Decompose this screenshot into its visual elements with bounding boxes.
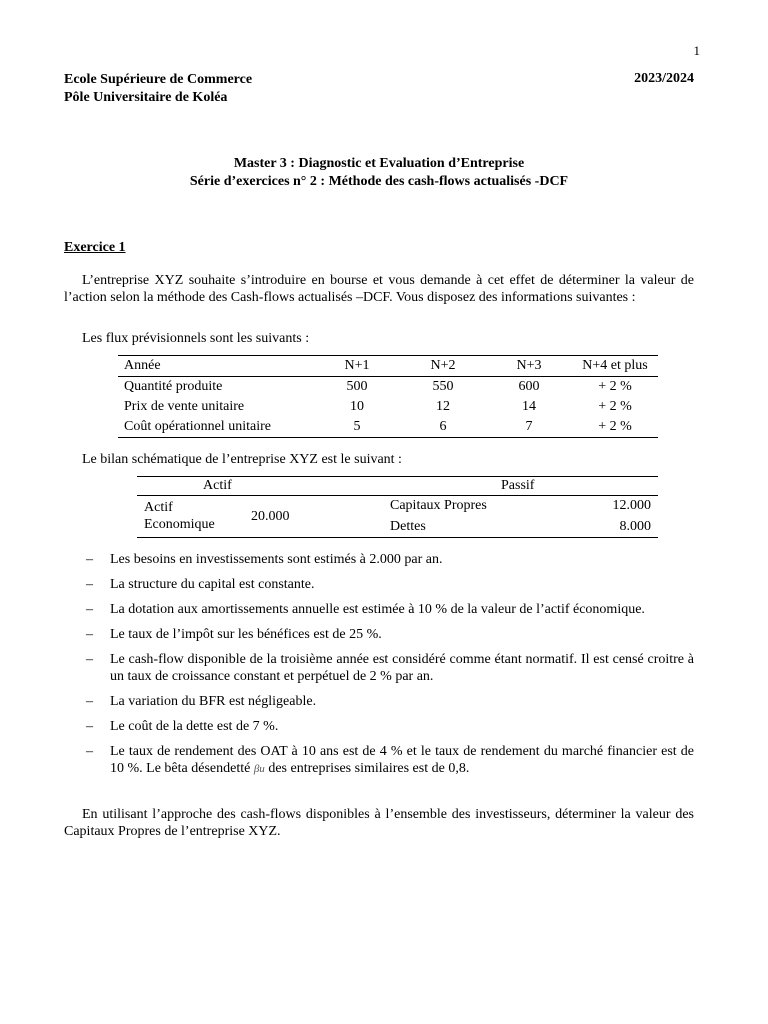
list-item bbox=[64, 651, 694, 685]
actif-label-2: Economique bbox=[144, 517, 215, 532]
bilan-bottom-rule bbox=[137, 537, 658, 538]
table-cell: + 2 % bbox=[598, 399, 632, 414]
table-cell: 550 bbox=[432, 379, 454, 394]
capitaux-propres-label: Capitaux Propres bbox=[390, 498, 487, 513]
table-cell: 10 bbox=[350, 399, 364, 414]
title-line-2: Série d’exercices n° 2 : Méthode des cash-flows actualisés -DCF bbox=[189, 174, 569, 189]
table-cell: 14 bbox=[522, 399, 536, 414]
table-row bbox=[118, 397, 658, 417]
table-header-cell: N+2 bbox=[430, 358, 456, 373]
list-item bbox=[64, 601, 694, 618]
table-header-row bbox=[118, 356, 658, 377]
passif-header: Passif bbox=[501, 478, 535, 493]
beta-symbol: βu bbox=[253, 763, 265, 775]
document-title bbox=[64, 155, 694, 191]
list-item-text-end: des entreprises similaires est de 0,8. bbox=[268, 761, 470, 776]
table-cell: Coût opérationnel unitaire bbox=[124, 419, 271, 434]
assumptions-list bbox=[64, 551, 694, 786]
list-item-text: Le coût de la dette est de 7 %. bbox=[110, 719, 279, 734]
table-header-cell: N+4 et plus bbox=[582, 358, 648, 373]
dash-bullet: – bbox=[86, 744, 93, 759]
page-number: 1 bbox=[693, 43, 700, 58]
table-cell: 5 bbox=[353, 419, 361, 434]
list-item bbox=[64, 576, 694, 593]
list-item-text: Les besoins en investissements sont estimés à 2.000 par an. bbox=[110, 552, 443, 567]
table-cell: 6 bbox=[439, 419, 447, 434]
title-line-1: Master 3 : Diagnostic et Evaluation d’Entreprise bbox=[233, 156, 525, 171]
dettes-label: Dettes bbox=[390, 519, 426, 534]
list-item bbox=[64, 718, 694, 735]
table-cell: 600 bbox=[518, 379, 540, 394]
dettes-value: 8.000 bbox=[619, 519, 651, 534]
table-cell: Quantité produite bbox=[124, 379, 223, 394]
capitaux-propres-value: 12.000 bbox=[612, 498, 651, 513]
dash-bullet: – bbox=[86, 694, 93, 709]
table-cell: 12 bbox=[436, 399, 450, 414]
bilan-header-rule bbox=[137, 495, 658, 496]
list-item bbox=[64, 626, 694, 643]
pole-name: Pôle Universitaire de Koléa bbox=[64, 90, 228, 105]
list-item-text: La dotation aux amortissements annuelle est estimée à 10 % de la valeur de l’actif économique. bbox=[110, 602, 645, 617]
dash-bullet: – bbox=[86, 577, 93, 592]
table-header-cell: N+3 bbox=[516, 358, 542, 373]
table-cell: 7 bbox=[525, 419, 533, 434]
dash-bullet: – bbox=[86, 552, 93, 567]
balance-sheet bbox=[137, 476, 658, 538]
list-item-text: Le taux de l’impôt sur les bénéfices est de 25 %. bbox=[110, 627, 382, 642]
table-row bbox=[118, 377, 658, 398]
exercise-heading: Exercice 1 bbox=[64, 240, 126, 255]
conclusion-paragraph: En utilisant l’approche des cash-flows disponibles à l’ensemble des investisseurs, déterminer la valeur des Capitaux Propres de l’entreprise XYZ. bbox=[64, 807, 694, 839]
dash-bullet: – bbox=[86, 652, 93, 667]
list-item bbox=[64, 551, 694, 568]
table-cell: Prix de vente unitaire bbox=[124, 399, 245, 414]
table-header-cell: Année bbox=[124, 358, 161, 373]
intro-paragraph: L’entreprise XYZ souhaite s’introduire en bourse et vous demande à cet effet de déterminer la valeur de l’action selon la méthode des Cash-flows actualisés –DCF. Vous disposez des informations suivantes : bbox=[64, 273, 694, 305]
flux-table bbox=[118, 355, 658, 438]
actif-label: Actif bbox=[144, 500, 173, 515]
academic-year: 2023/2024 bbox=[634, 71, 694, 86]
dash-bullet: – bbox=[86, 719, 93, 734]
list-item bbox=[64, 693, 694, 710]
list-item-text: Le taux de rendement des OAT à 10 ans est de 4 % et le taux de rendement du marché financier est de 10 %. Le bêta désendetté bbox=[110, 744, 694, 776]
institution-header bbox=[64, 71, 252, 107]
list-item-text: La variation du BFR est négligeable. bbox=[110, 694, 317, 709]
table-cell: 500 bbox=[346, 379, 368, 394]
bilan-intro: Le bilan schématique de l’entreprise XYZ est le suivant : bbox=[82, 452, 402, 467]
school-name: Ecole Supérieure de Commerce bbox=[64, 72, 253, 87]
table-cell: + 2 % bbox=[598, 419, 632, 434]
dash-bullet: – bbox=[86, 627, 93, 642]
bilan-top-rule bbox=[137, 476, 658, 477]
table-cell: + 2 % bbox=[598, 379, 632, 394]
list-item bbox=[64, 743, 694, 778]
list-item-text: Le cash-flow disponible de la troisième année est considéré comme étant normatif. Il est censé croitre à un taux de croissance constant et perpétuel de 2 % par an. bbox=[110, 652, 694, 684]
table-row bbox=[118, 417, 658, 438]
actif-value: 20.000 bbox=[251, 509, 290, 524]
list-item-text: La structure du capital est constante. bbox=[110, 577, 315, 592]
actif-header: Actif bbox=[203, 478, 232, 493]
table-header-cell: N+1 bbox=[344, 358, 370, 373]
dash-bullet: – bbox=[86, 602, 93, 617]
flux-intro: Les flux prévisionnels sont les suivants : bbox=[82, 331, 310, 346]
